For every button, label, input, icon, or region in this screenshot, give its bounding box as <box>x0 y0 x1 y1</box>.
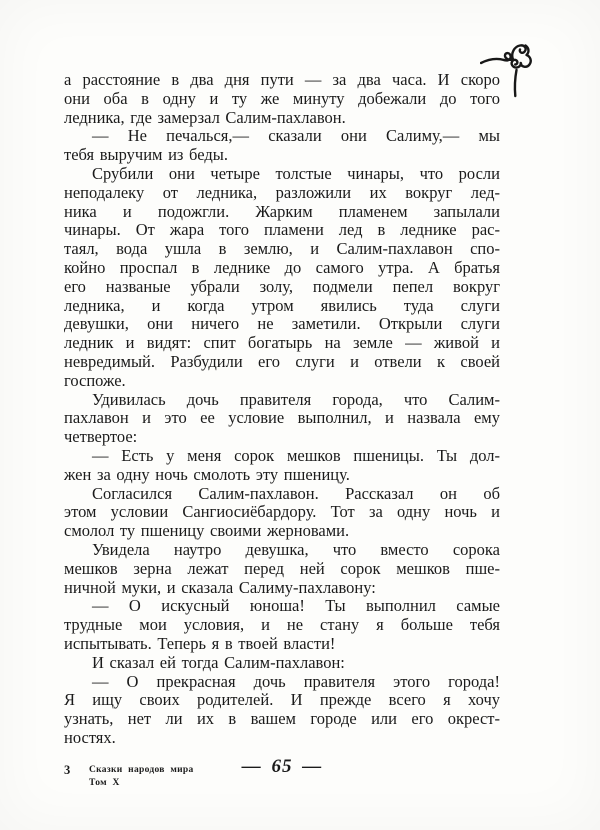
text-line: ледника, где замерзал Салим-пахлавон. <box>64 107 346 127</box>
text-line: невредимый. Разбудили его слуги и отвели к своей <box>64 351 500 371</box>
text-line: ностях. <box>64 727 116 747</box>
text-line: таял, вода ушла в землю, и Салим-пахлавон спо- <box>64 239 500 259</box>
text-line: четвертое: <box>64 427 138 447</box>
signature-number: 3 <box>64 763 71 777</box>
page-number: — 65 — <box>241 756 323 777</box>
text-line: узнать, нет ли их в вашем городе или его окрест- <box>64 709 500 729</box>
text-line: Согласился Салим-пахлавон. Рассказал он об <box>92 483 500 503</box>
text-line: испытывать. Теперь я в твоей власти! <box>64 633 336 653</box>
series-volume: Том X <box>89 778 120 788</box>
text-line: жен за одну ночь смолоть эту пшеницу. <box>64 464 350 484</box>
text-line: И сказал ей тогда Салим-пахлавон: <box>92 652 345 672</box>
text-line: пахлавон и это ее условие выполнил, и назвала ему <box>64 408 500 428</box>
text-line: Срубили они четыре толстые чинары, что росли <box>92 163 500 183</box>
text-line: Я ищу своих родителей. И прежде всего я хочу <box>64 690 500 710</box>
series-title: Сказки народов мира <box>89 765 194 775</box>
text-line: — О искусный юноша! Ты выполнил самые <box>92 596 500 616</box>
text-line: мешков зерна лежат перед ней сорок мешков пше- <box>64 558 500 578</box>
text-line: этом условии Сангиосиёбардору. Тот за одну ночь и <box>64 502 500 522</box>
text-line: его названые убрали золу, подмели пепел вокруг <box>64 276 500 296</box>
text-line: ничной муки, и сказала Салиму-пахлавону: <box>64 577 376 597</box>
text-line: трудные мои условия, и не стану я больше тебя <box>64 615 500 635</box>
text-line: ледник и видят: спит богатырь на земле — живой и <box>64 333 500 353</box>
text-line: девушки, они ничего не заметили. Открыли слуги <box>64 314 500 334</box>
text-line: — О прекрасная дочь правителя этого города! <box>92 671 500 691</box>
text-line: а расстояние в два дня пути — за два часа. И скоро <box>64 70 500 89</box>
story-text <box>64 71 500 748</box>
text-line: — Не печалься,— сказали они Салиму,— мы <box>92 126 500 146</box>
text-line: Удивилась дочь правителя города, что Салим- <box>92 389 500 409</box>
text-line: госпоже. <box>64 370 126 390</box>
text-line: ледника, и когда утром явились туда слуги <box>64 295 500 315</box>
text-line: Увидела наутро девушка, что вместо сорока <box>92 539 500 559</box>
text-line: чинары. От жара того пламени лед в леднике рас- <box>64 220 500 240</box>
text-line: смолол ту пшеницу своими жерновами. <box>64 521 350 541</box>
text-line: ника и подожгли. Жарким пламенем запылали <box>64 201 500 221</box>
text-line: неподалеку от ледника, разложили их вокруг лед- <box>64 182 500 202</box>
text-line: койно проспал в леднике до самого утра. А братья <box>64 257 500 277</box>
text-line: — Есть у меня сорок мешков пшеницы. Ты дол- <box>92 445 500 465</box>
text-line: тебя выручим из беды. <box>64 145 228 165</box>
page-footer <box>64 756 500 796</box>
text-line: они оба в одну и ту же минуту добежали до того <box>64 88 500 108</box>
